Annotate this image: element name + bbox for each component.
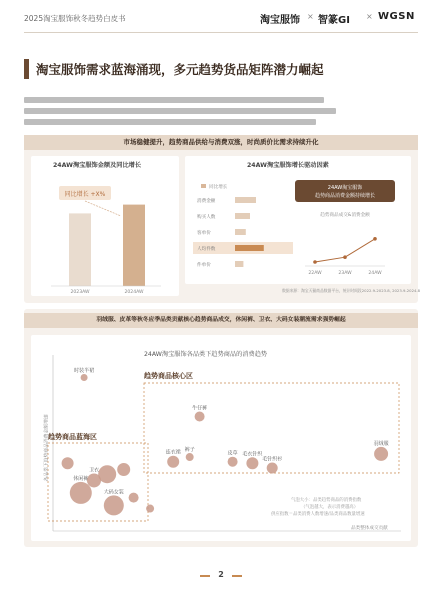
blue-ocean-zone-label: 趋势商品蓝海区 bbox=[48, 433, 97, 441]
revenue-bar-chart bbox=[31, 156, 179, 296]
callout-line-1: 24AW淘宝服饰 bbox=[327, 185, 363, 191]
category-bubble bbox=[146, 505, 154, 513]
revenue-card-title: 24AW淘宝服饰金额及同比增长 bbox=[53, 162, 142, 169]
page-heading: 淘宝服饰需求蓝海涌现，多元趋势货品矩阵潜力崛起 bbox=[36, 62, 324, 77]
scatter-x-label: 品类整体成交贡献 bbox=[351, 526, 388, 531]
driver-bar bbox=[235, 261, 243, 267]
category-bubble-label: 大码女装 bbox=[103, 489, 124, 496]
driver-label: 客单价 bbox=[197, 231, 211, 236]
revenue-bar bbox=[123, 205, 145, 286]
scatter-card bbox=[31, 335, 411, 541]
trend-point bbox=[313, 260, 317, 264]
trend-point bbox=[373, 237, 377, 241]
category-bubble bbox=[195, 411, 205, 421]
revenue-card bbox=[31, 156, 179, 296]
scatter-points bbox=[62, 367, 389, 515]
trend-point bbox=[343, 255, 347, 259]
revenue-bar-label: 2023AW bbox=[70, 290, 90, 295]
category-bubble bbox=[129, 493, 139, 503]
core-zone-label: 趋势商品核心区 bbox=[144, 372, 193, 380]
category-bubble-label: 休闲裤 bbox=[73, 475, 89, 482]
category-panel bbox=[24, 309, 418, 547]
source-note: 数据来源：淘宝天猫商品数据平台，统计时间段2022.9-2023.8, 2023.9-2024.8 bbox=[282, 288, 421, 293]
scatter-y-label: 各品类下趋势商品消费金额增速 bbox=[44, 414, 50, 482]
category-bubble-label: 连衣裙 bbox=[165, 449, 181, 456]
revenue-bars bbox=[69, 205, 145, 295]
driver-label: 人均件数 bbox=[197, 247, 216, 252]
category-bubble bbox=[267, 462, 278, 473]
trend-line-chart bbox=[305, 237, 385, 276]
category-bubble-label: 毛针织衫 bbox=[262, 456, 283, 463]
text-line bbox=[24, 97, 324, 103]
brand-zhizhuan: 智篆GI bbox=[318, 15, 350, 26]
revenue-bar bbox=[69, 213, 91, 286]
driver-bar bbox=[235, 213, 250, 219]
market-panel bbox=[24, 135, 421, 303]
page-number-rule-right bbox=[232, 575, 242, 577]
drivers-card bbox=[185, 156, 411, 284]
category-bubble-label: 毛衣针织 bbox=[242, 451, 263, 458]
trend-x-label: 24AW bbox=[368, 271, 382, 276]
trend-x-label: 22AW bbox=[308, 271, 322, 276]
category-bubble bbox=[167, 456, 179, 468]
category-bubble bbox=[374, 447, 388, 461]
driver-bar bbox=[235, 245, 264, 251]
brand-taobao: 淘宝服饰 bbox=[260, 15, 300, 26]
document-title: 2025淘宝服饰秋冬趋势白皮书 bbox=[24, 14, 126, 23]
driver-label: 件单价 bbox=[197, 263, 211, 268]
trend-x-label: 23AW bbox=[338, 271, 352, 276]
category-bubble-label: 时装半裙 bbox=[74, 367, 95, 374]
category-bubble-label: 卫衣 bbox=[88, 467, 100, 474]
category-panel-header: 羽绒服、皮革等秋冬应季品类贡献核心趋势商品成交，休闲裤、卫衣、大码女装潮流需求强势崛起 bbox=[24, 313, 418, 328]
callout-line-2: 趋势商品消费金额持续增长 bbox=[314, 193, 376, 199]
scatter-chart bbox=[31, 335, 411, 541]
legend-line-3: 供应指数＝品类消费人数增速/品类商品数量增速 bbox=[271, 512, 365, 517]
brand-wgsn: WGSN bbox=[378, 11, 415, 22]
category-bubble-label: 裤子 bbox=[184, 447, 195, 454]
category-bubble bbox=[117, 463, 130, 476]
scatter-title: 24AW淘宝服饰各品类下趋势商品的消费趋势 bbox=[144, 351, 268, 358]
category-bubble bbox=[246, 457, 258, 469]
header-divider bbox=[24, 32, 418, 33]
category-bubble bbox=[104, 495, 124, 515]
growth-badge: 同比增长 +X% bbox=[64, 191, 106, 198]
driver-bar bbox=[235, 229, 246, 235]
legend-line-2: （气泡越大，表示消费越高） bbox=[301, 505, 359, 510]
text-line bbox=[24, 119, 316, 125]
category-bubble-label: 牛仔裤 bbox=[192, 405, 208, 412]
driver-bar bbox=[235, 197, 256, 203]
drivers-card-title: 24AW淘宝服饰增长驱动因素 bbox=[247, 162, 329, 169]
page-number: 2 bbox=[218, 570, 224, 579]
brand-separator: × bbox=[307, 12, 314, 21]
category-bubble-label: 皮草 bbox=[227, 450, 238, 457]
category-bubble bbox=[228, 457, 238, 467]
market-panel-header: 市场稳健提升，趋势商品供给与消费双涨，时尚质价比需求持续升化 bbox=[24, 135, 418, 150]
category-bubble bbox=[81, 374, 88, 381]
revenue-bar-label: 2024AW bbox=[124, 290, 144, 295]
trend-line-title: 趋势商品成交&消费金额 bbox=[320, 213, 370, 218]
category-bubble bbox=[62, 457, 74, 469]
page-title bbox=[24, 56, 418, 82]
driver-label: 购买人数 bbox=[197, 215, 216, 220]
brand-separator: × bbox=[366, 12, 373, 21]
title-accent-bar bbox=[24, 59, 29, 79]
driver-label: 消费金额 bbox=[197, 199, 216, 204]
category-bubble bbox=[70, 482, 92, 504]
category-bubble bbox=[98, 465, 116, 483]
page-header bbox=[0, 0, 442, 38]
drivers-legend: 同比增长 bbox=[209, 185, 228, 190]
category-bubble-label: 羽绒服 bbox=[373, 440, 389, 447]
drivers-chart bbox=[185, 156, 411, 284]
legend-swatch bbox=[201, 184, 206, 188]
text-line bbox=[24, 108, 336, 114]
category-bubble bbox=[186, 453, 194, 461]
legend-line-1: 气泡大小：品类趋势商品的消费指数 bbox=[291, 498, 362, 503]
drivers-bars bbox=[193, 197, 293, 268]
